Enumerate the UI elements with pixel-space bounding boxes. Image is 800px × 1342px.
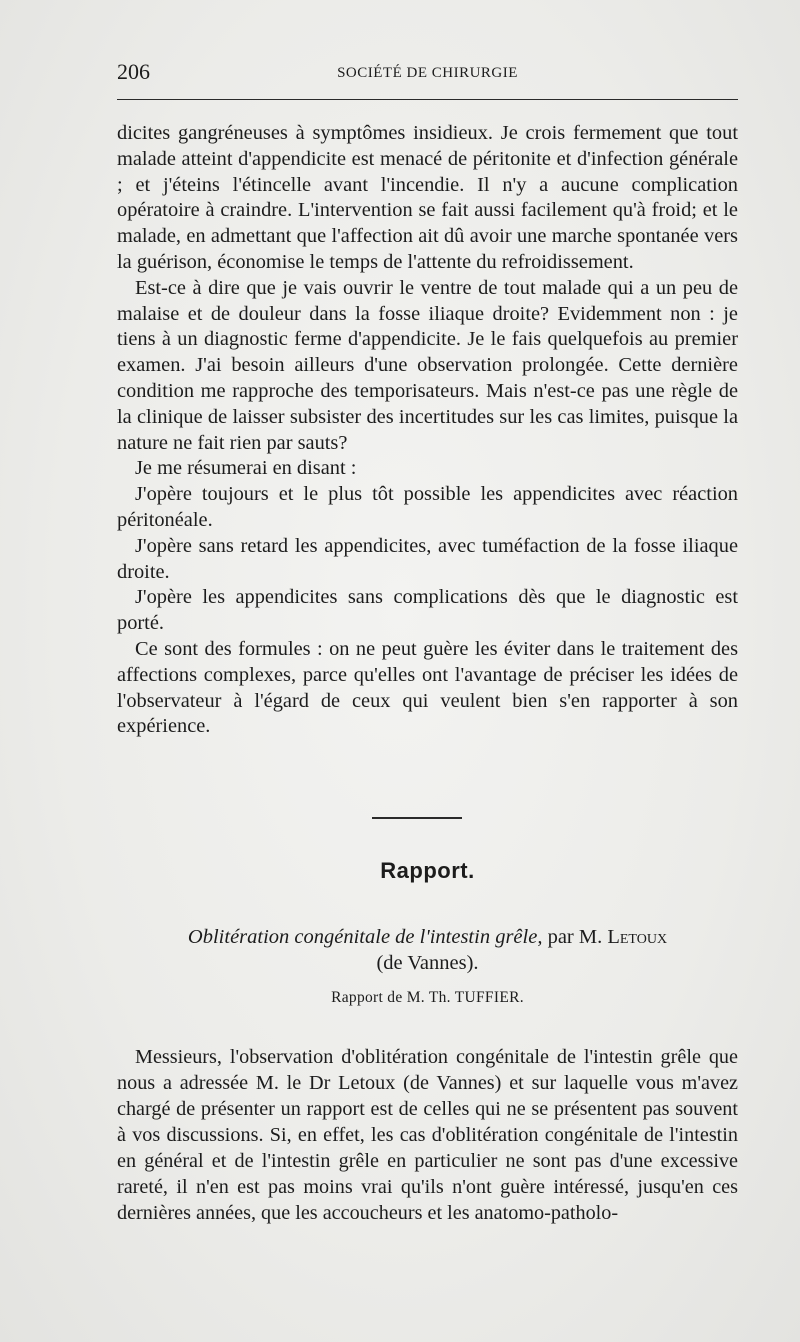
section-heading: Rapport.: [380, 858, 475, 883]
report-title: [117, 924, 738, 976]
author-location: (de Vannes).: [376, 952, 479, 974]
paragraph: dicites gangréneuses à symptômes insidieux. Je crois fermement que tout malade atteint d'appendicite est menacé de péritonite et d'infection générale ; et j'éteins l'étincelle avant l'incendie. Il n'y a aucune complication opératoire à craindre. L'intervention se fait aussi facilement qu'à froid; et le malade, en admettant que l'affection ait dû avoir une marche spontanée vers la guérison, économise le temps de l'attente du refroidissement.: [117, 122, 738, 273]
by-text: par M.: [547, 926, 603, 948]
running-title: SOCIÉTÉ DE CHIRURGIE: [337, 65, 518, 81]
report-author: Rapport de M. Th. TUFFIER.: [331, 989, 524, 1006]
paragraph: J'opère sans retard les appendicites, avec tuméfaction de la fosse iliaque droite.: [117, 534, 738, 583]
paragraph: J'opère toujours et le plus tôt possible les appendicites avec réaction péritonéale.: [117, 483, 738, 531]
page-header: [117, 58, 738, 92]
paragraph: J'opère les appendicites sans complications dès que le diagnostic est porté.: [117, 586, 738, 635]
text-block-report: [117, 1044, 738, 1226]
page-number: 206: [117, 59, 150, 84]
paragraph: Je me résumerai en disant :: [135, 457, 357, 480]
paragraph: Messieurs, l'observation d'oblitération congénitale de l'intestin grêle que nous a adressée M. le Dr Letoux (de Vannes) et sur laquelle vous m'avez chargé de présenter un rapport est de celles qui ne se présentent pas souvent à vos discussions. Si, en effet, les cas d'oblitération congénitale de l'intestin en général et de l'intestin grêle en particulier ne sont pas d'une excessive rareté, il n'en est pas moins vrai qu'ils n'ont guère intéressé, jusqu'en ces dernières années, que les accoucheurs et les anatomo-patholo-: [117, 1046, 738, 1224]
work-title: Oblitération congénitale de l'intestin grêle,: [187, 926, 543, 948]
section-divider: [372, 817, 462, 819]
paragraph: Est-ce à dire que je vais ouvrir le ventre de tout malade qui a un peu de malaise et de douleur dans la fosse iliaque droite? Evidemment non : je tiens à un diagnostic ferme d'appendicite. Je le fais quelquefois au premier examen. J'ai besoin ailleurs d'une observation prolongée. Cette dernière condition me rapproche des temporisateurs. Mais n'est-ce pas une règle de la clinique de laisser subsister des incertitudes sur les cas limites, puisque la nature ne fait rien par sauts?: [117, 276, 738, 454]
header-rule: [117, 99, 738, 100]
author-name: Letoux: [607, 926, 668, 948]
paragraph: Ce sont des formules : on ne peut guère les éviter dans le traitement des affections complexes, parce qu'elles ont l'avantage de préciser les idées de l'observateur à l'égard de ceux qui veulent bien s'en rapporter à son expérience.: [117, 637, 738, 738]
text-block-appendicitis: [117, 121, 738, 740]
